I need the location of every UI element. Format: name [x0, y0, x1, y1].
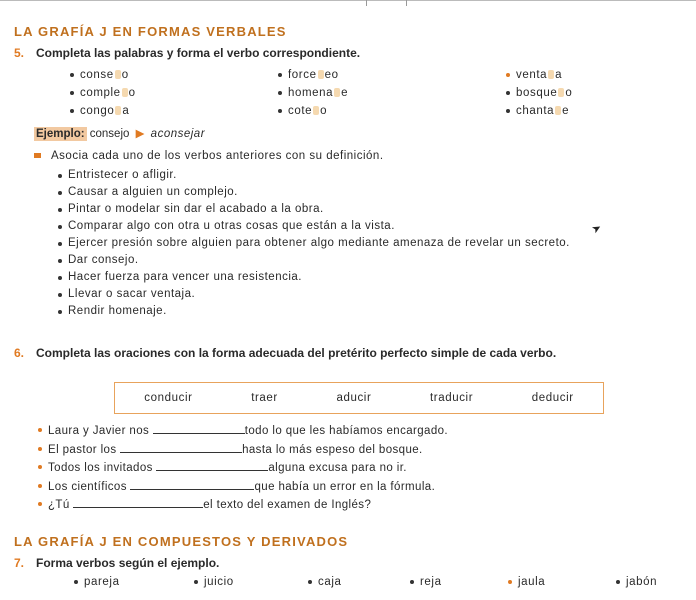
word-item: reja [410, 576, 442, 588]
example-word: consejo [89, 128, 130, 140]
verb-box [114, 382, 604, 414]
example-result: aconsejar [150, 128, 206, 140]
definition-item: Rendir homenaje. [58, 304, 658, 318]
definition-item: Comparar algo con otra u otras cosas que están a la vista. [58, 219, 658, 233]
question-number: 6. [14, 346, 25, 360]
question-instruction: Completa las palabras y forma el verbo correspondiente. [36, 46, 361, 60]
square-bullet-icon [34, 153, 41, 158]
word-item: jaula [508, 576, 545, 588]
verb-option: traducir [429, 392, 474, 404]
verb-option: deducir [531, 392, 574, 404]
sentence-item: Todos los invitados alguna excusa para no ir. [38, 459, 448, 476]
fill-word[interactable]: force eo [278, 66, 348, 84]
fill-word[interactable]: conse o [70, 66, 136, 84]
fill-word[interactable]: bosque o [506, 84, 572, 102]
word-item: pareja [74, 576, 120, 588]
word-row-q7 [194, 576, 234, 588]
section-title-verbales: LA GRAFÍA J EN FORMAS VERBALES [14, 24, 287, 39]
top-tick-mark [406, 0, 407, 6]
example-line [34, 126, 205, 140]
sentence-item: Los científicos que había un error en la fórmula. [38, 478, 448, 495]
word-row-q7 [508, 576, 545, 588]
section-title-compuestos: LA GRAFÍA J EN COMPUESTOS Y DERIVADOS [14, 534, 349, 549]
fill-word[interactable]: chanta e [506, 102, 572, 120]
fill-word[interactable]: venta a [506, 66, 572, 84]
fill-word[interactable]: comple o [70, 84, 136, 102]
question-instruction: Forma verbos según el ejemplo. [36, 556, 220, 570]
mouse-pointer-icon: ➤ [589, 221, 604, 237]
question-6 [14, 346, 654, 360]
question-5 [14, 46, 360, 60]
fill-word[interactable]: homena e [278, 84, 348, 102]
word-row-q7 [616, 576, 657, 588]
fill-word[interactable]: congo a [70, 102, 136, 120]
definition-item: Entristecer o afligir. [58, 168, 658, 182]
word-row-q7 [74, 576, 120, 588]
question-number: 7. [14, 556, 25, 570]
word-column-3 [506, 66, 572, 120]
top-tick-mark [366, 0, 367, 6]
question-number: 5. [14, 46, 25, 60]
sentence-item: El pastor los hasta lo más espeso del bosque. [38, 441, 448, 458]
definition-item: Causar a alguien un complejo. [58, 185, 658, 199]
definition-list [58, 168, 658, 321]
definition-item: Hacer fuerza para vencer una resistencia. [58, 270, 658, 284]
fill-word[interactable]: cote o [278, 102, 348, 120]
definition-item: Pintar o modelar sin dar el acabado a la obra. [58, 202, 658, 216]
word-row-q7 [308, 576, 342, 588]
word-column-1 [70, 66, 136, 120]
definition-item: Llevar o sacar ventaja. [58, 287, 658, 301]
sentence-item: ¿Tú el texto del examen de Inglés? [38, 496, 448, 513]
definition-item: Ejercer presión sobre alguien para obtener algo mediante amenaza de revelar un secreto. [58, 236, 658, 250]
answer-blank[interactable] [73, 496, 203, 508]
sentence-item: Laura y Javier nos todo lo que les habíamos encargado. [38, 422, 448, 439]
word-item: juicio [194, 576, 234, 588]
word-item: jabón [616, 576, 657, 588]
question-7 [14, 556, 219, 570]
arrow-right-icon: ▶ [135, 128, 145, 140]
answer-blank[interactable] [153, 422, 245, 434]
verb-option: traer [251, 392, 278, 404]
verb-option: aducir [336, 392, 372, 404]
page-top-rule [0, 0, 696, 5]
answer-blank[interactable] [130, 478, 254, 490]
example-label: Ejemplo: [36, 128, 85, 140]
answer-blank[interactable] [156, 459, 268, 471]
question-instruction: Completa las oraciones con la forma adecuada del pretérito perfecto simple de cada verbo. [36, 346, 557, 360]
sub-instruction: Asocia cada uno de los verbos anteriores con su definición. [34, 150, 384, 162]
definition-item: Dar consejo. [58, 253, 658, 267]
answer-blank[interactable] [120, 441, 242, 453]
sentence-list [38, 422, 448, 515]
word-item: caja [308, 576, 342, 588]
word-row-q7 [410, 576, 442, 588]
word-column-2 [278, 66, 348, 120]
verb-option: conducir [144, 392, 193, 404]
